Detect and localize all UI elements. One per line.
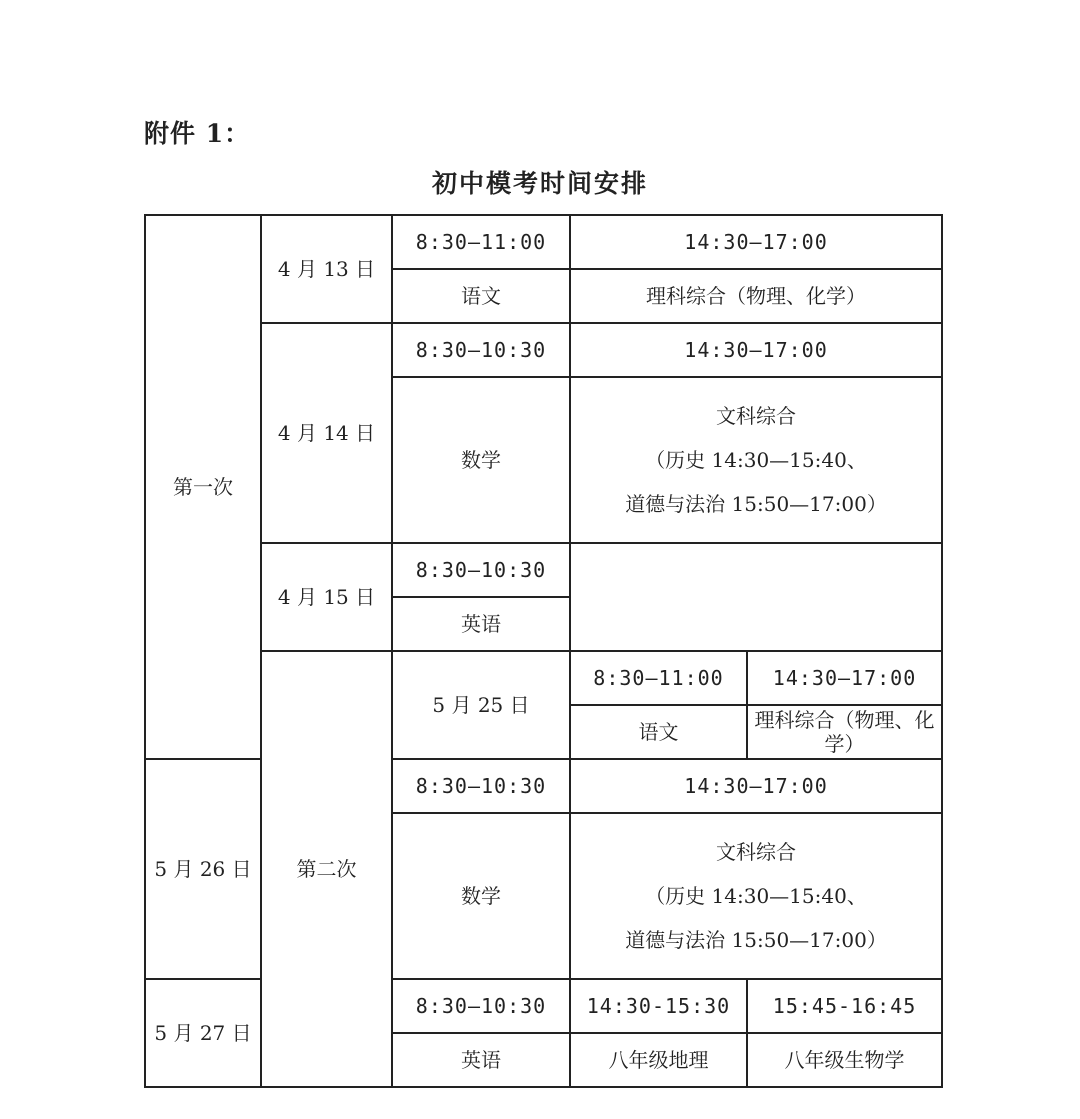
morning-subject: 英语: [392, 597, 570, 651]
afternoon-time: 14:30—17:00: [570, 323, 942, 377]
table-row: [145, 651, 942, 705]
afternoon-time: 14:30—17:00: [570, 215, 942, 269]
exam-date: 4 月 15 日: [261, 543, 392, 651]
afternoon-subject: 理科综合（物理、化学）: [570, 269, 942, 323]
exam-date: 5 月 25 日: [392, 651, 570, 759]
afternoon-subject-line: 文科综合: [716, 404, 796, 428]
exam-date: 4 月 13 日: [261, 215, 392, 323]
table-row: [145, 323, 942, 377]
afternoon-subject-line: （历史 14:30—15:40、: [645, 884, 867, 908]
morning-subject: 语文: [392, 269, 570, 323]
morning-time: 8:30—10:30: [392, 543, 570, 597]
round-label: 第二次: [261, 651, 392, 1087]
round-label: 第一次: [145, 215, 261, 759]
morning-subject: 数学: [392, 813, 570, 979]
morning-subject: 语文: [570, 705, 747, 759]
morning-time: 8:30—10:30: [392, 979, 570, 1033]
exam-date: 4 月 14 日: [261, 323, 392, 543]
afternoon-subject: [570, 377, 942, 543]
exam-schedule-table: [144, 214, 943, 1088]
morning-time: 8:30—11:00: [392, 215, 570, 269]
afternoon-subject-line: 道德与法治 15:50—17:00）: [625, 928, 887, 952]
morning-time: 8:30—10:30: [392, 323, 570, 377]
afternoon-time: 14:30—17:00: [747, 651, 942, 705]
afternoon-time-b: 15:45-16:45: [747, 979, 942, 1033]
exam-date: 5 月 26 日: [145, 759, 261, 979]
attachment-label: 附件 1：: [144, 119, 251, 148]
afternoon-time-a: 14:30-15:30: [570, 979, 747, 1033]
afternoon-subject-line: （历史 14:30—15:40、: [645, 448, 867, 472]
morning-time: 8:30—10:30: [392, 759, 570, 813]
table-row: [145, 215, 942, 269]
afternoon-subject: [570, 813, 942, 979]
empty-afternoon-cell: [570, 543, 942, 651]
afternoon-subject-line: 道德与法治 15:50—17:00）: [625, 492, 887, 516]
document-title: 初中模考时间安排: [431, 169, 648, 198]
exam-date: 5 月 27 日: [145, 979, 261, 1087]
afternoon-subject: 理科综合（物理、化学）: [747, 705, 942, 759]
morning-time: 8:30—11:00: [570, 651, 747, 705]
afternoon-subject-a: 八年级地理: [570, 1033, 747, 1087]
morning-subject: 数学: [392, 377, 570, 543]
afternoon-subject-line: 文科综合: [716, 840, 796, 864]
afternoon-time: 14:30—17:00: [570, 759, 942, 813]
table-row: [145, 543, 942, 597]
morning-subject: 英语: [392, 1033, 570, 1087]
afternoon-subject-b: 八年级生物学: [747, 1033, 942, 1087]
